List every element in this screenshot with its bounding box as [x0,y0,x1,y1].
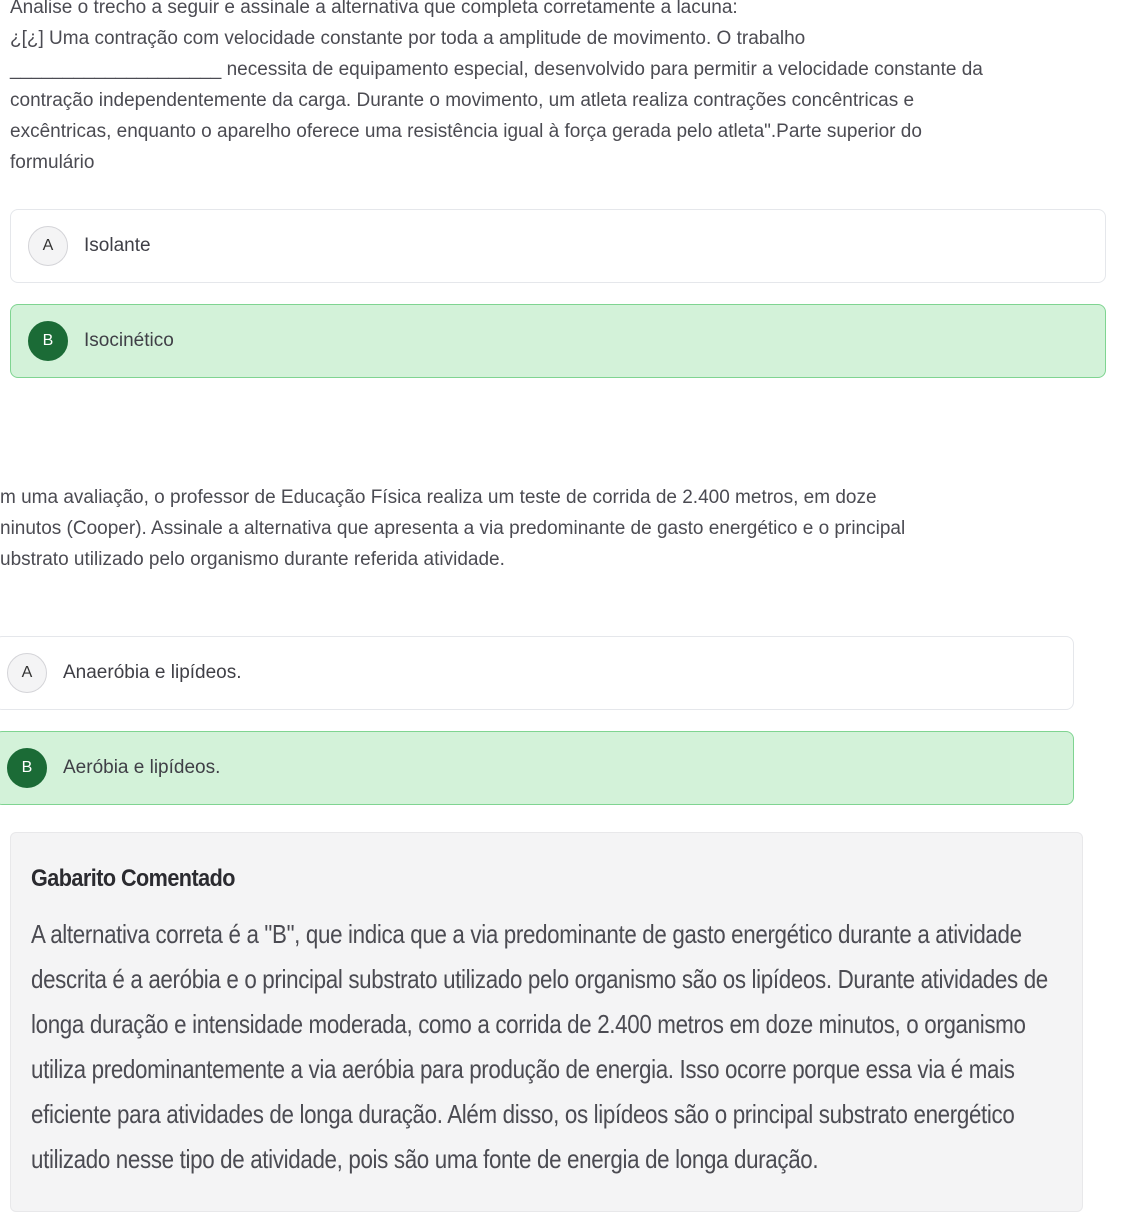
question-2-line: ubstrato utilizado pelo organismo durante referida atividade. [0,549,505,570]
question-1-line: ____________________ necessita de equipamento especial, desenvolvido para permitir a velocidade constante da [10,59,983,80]
option-letter-badge: A [7,653,47,693]
answer-explanation-line: longa duração e intensidade moderada, como a corrida de 2.400 metros em doze minutos, o organismo [31,1009,1026,1039]
question-2-option-a[interactable] [0,636,1074,710]
option-label: Anaeróbia e lipídeos. [63,662,242,683]
question-1-option-b[interactable] [10,304,1106,378]
question-1-line: contração independentemente da carga. Durante o movimento, um atleta realiza contrações concêntricas e [10,90,915,111]
option-letter-badge: B [28,321,68,361]
option-label: Isolante [84,235,151,256]
question-1-line: ¿[¿] Uma contração com velocidade constante por toda a amplitude de movimento. O trabalho [10,28,806,49]
question-1-option-a[interactable] [10,209,1106,283]
question-1-line: excêntricas, enquanto o aparelho oferece uma resistência igual à força gerada pelo atleta".Parte superior do [10,121,922,142]
question-1-line: Analise o trecho a seguir e assinale a alternativa que completa corretamente a lacuna: [10,0,738,18]
answer-explanation-line: utilizado nesse tipo de atividade, pois são uma fonte de energia de longa duração. [31,1144,819,1174]
question-2-line: m uma avaliação, o professor de Educação Física realiza um teste de corrida de 2.400 metros, em doze [0,487,877,508]
answer-explanation-line: eficiente para atividades de longa duração. Além disso, os lipídeos são o principal substrato energético [31,1099,1015,1129]
option-letter-badge: B [7,748,47,788]
option-label: Isocinético [84,330,174,351]
question-1-line: formulário [10,152,95,173]
answer-explanation-line: A alternativa correta é a "B", que indica que a via predominante de gasto energético durante a atividade [31,919,1022,949]
option-label: Aeróbia e lipídeos. [63,757,221,778]
question-2-line: ninutos (Cooper). Assinale a alternativa que apresenta a via predominante de gasto energético e o principal [0,518,906,539]
answer-explanation-line: descrita é a aeróbia e o principal substrato utilizado pelo organismo são os lipídeos. Durante atividades de [31,964,1048,994]
question-2-option-b[interactable] [0,731,1074,805]
answer-explanation-line: utiliza predominantemente a via aeróbia para produção de energia. Isso ocorre porque essa via é mais [31,1054,1015,1084]
answer-explanation-title: Gabarito Comentado [31,865,235,892]
answer-explanation-panel [10,832,1083,1212]
option-letter-badge: A [28,226,68,266]
